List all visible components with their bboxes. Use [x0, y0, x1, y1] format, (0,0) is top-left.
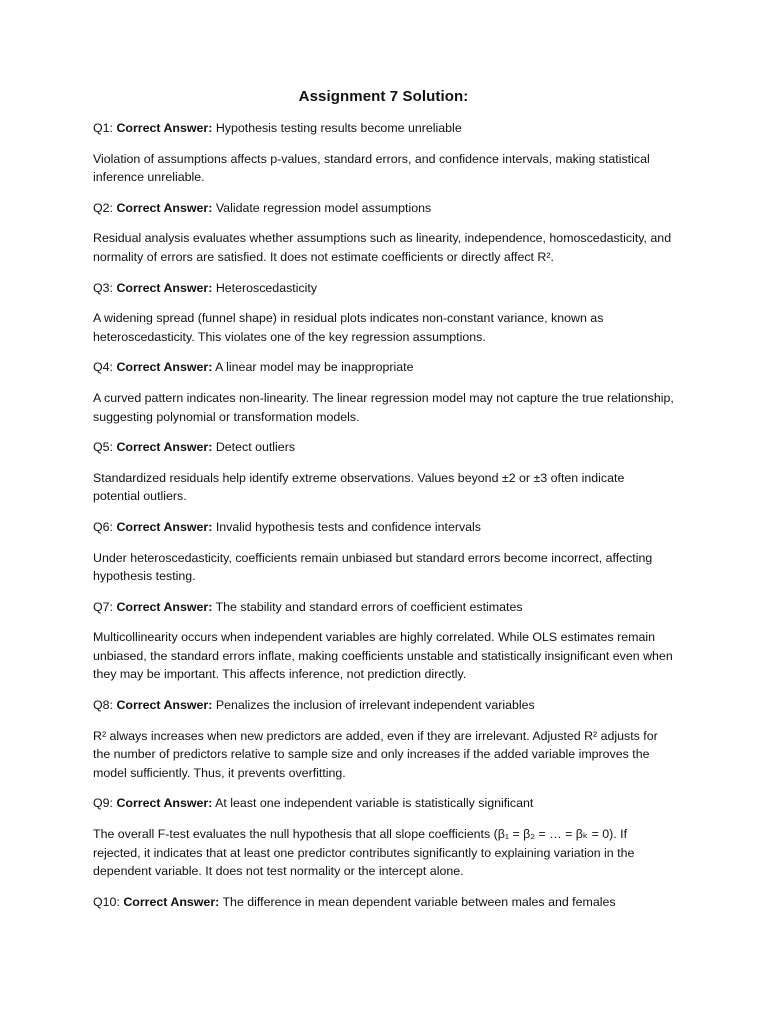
correct-answer-label: Correct Answer: — [116, 280, 213, 295]
explanation-text: A widening spread (funnel shape) in residual plots indicates non-constant variance, known as heteroscedasticity. This violates one of the key regression assumptions. — [93, 311, 604, 344]
answer-text: At least one independent variable is statistically significant — [215, 796, 534, 811]
question-line — [93, 199, 674, 218]
question-number: Q7: — [93, 599, 113, 614]
question-line — [93, 696, 674, 715]
explanation-text: A curved pattern indicates non-linearity. The linear regression model may not capture the true relationship, suggesting polynomial or transformation models. — [93, 390, 674, 424]
question-number: Q10: — [93, 894, 120, 909]
answer-text: The difference in mean dependent variable between males and females — [222, 894, 616, 909]
explanation-text: Violation of assumptions affects p-values, standard errors, and confidence intervals, making statistical inference unreliable. — [93, 151, 650, 185]
correct-answer-label: Correct Answer: — [116, 360, 213, 375]
question-line — [93, 279, 674, 298]
question-line — [93, 518, 674, 537]
question-line — [93, 358, 674, 377]
correct-answer-label: Correct Answer: — [116, 121, 213, 135]
question-line — [93, 119, 674, 138]
explanation-text: Multicollinearity occurs when independent variables are highly correlated. While OLS estimates remain unbiased, the standard errors inflate, making coefficients unstable and statistically insignificant even when they may be important. This affects inference, not prediction directly. — [93, 630, 673, 682]
question-line — [93, 794, 674, 813]
explanation-text: Under heteroscedasticity, coefficients remain unbiased but standard errors become incorrect, affecting hypothesis testing. — [93, 550, 653, 584]
answer-text: Validate regression model assumptions — [215, 200, 432, 215]
question-line — [93, 598, 674, 617]
answer-text: Hypothesis testing results become unreliable — [215, 121, 462, 135]
explanation-text: Standardized residuals help identify extreme observations. Values beyond ±2 or ±3 often indicate potential outliers. — [93, 470, 625, 504]
question-number: Q4: — [93, 360, 113, 375]
question-number: Q1: — [93, 121, 113, 135]
correct-answer-label: Correct Answer: — [116, 698, 213, 713]
answer-text: The stability and standard errors of coefficient estimates — [215, 599, 523, 614]
explanation-text: R² always increases when new predictors are added, even if they are irrelevant. Adjusted R² adjusts for the number of predictors relative to sample size and only increases if the added variable improves the model sufficiently. Thus, it prevents overfitting. — [93, 728, 658, 780]
question-number: Q8: — [93, 698, 113, 713]
question-number: Q5: — [93, 440, 113, 455]
explanation-text: Residual analysis evaluates whether assumptions such as linearity, independence, homoscedasticity, and normality of errors are satisfied. It does not estimate coefficients or directly affect R². — [93, 231, 672, 264]
correct-answer-label: Correct Answer: — [116, 599, 213, 614]
answer-text: Detect outliers — [215, 440, 296, 455]
correct-answer-label: Correct Answer: — [123, 894, 220, 909]
question-line — [93, 893, 674, 912]
answer-text: Penalizes the inclusion of irrelevant independent variables — [215, 698, 535, 713]
answer-text: Invalid hypothesis tests and confidence intervals — [215, 519, 482, 534]
correct-answer-label: Correct Answer: — [116, 519, 213, 534]
answer-text: A linear model may be inappropriate — [215, 360, 414, 375]
qa-list — [93, 119, 674, 911]
correct-answer-label: Correct Answer: — [116, 200, 213, 215]
question-number: Q3: — [93, 280, 113, 295]
question-number: Q6: — [93, 519, 113, 534]
question-number: Q9: — [93, 796, 113, 811]
correct-answer-label: Correct Answer: — [116, 796, 213, 811]
question-number: Q2: — [93, 200, 113, 215]
document-title: Assignment 7 Solution: — [298, 88, 469, 105]
correct-answer-label: Correct Answer: — [116, 440, 213, 455]
answer-text: Heteroscedasticity — [215, 280, 318, 295]
question-line — [93, 438, 674, 457]
explanation-text: The overall F-test evaluates the null hypothesis that all slope coefficients (β₁ = β₂ = … = βₖ = 0). If rejected, it indicates that at least one predictor contributes significantly to explaining variation in the dependent variable. It does not test normality or the intercept alone. — [93, 827, 635, 879]
